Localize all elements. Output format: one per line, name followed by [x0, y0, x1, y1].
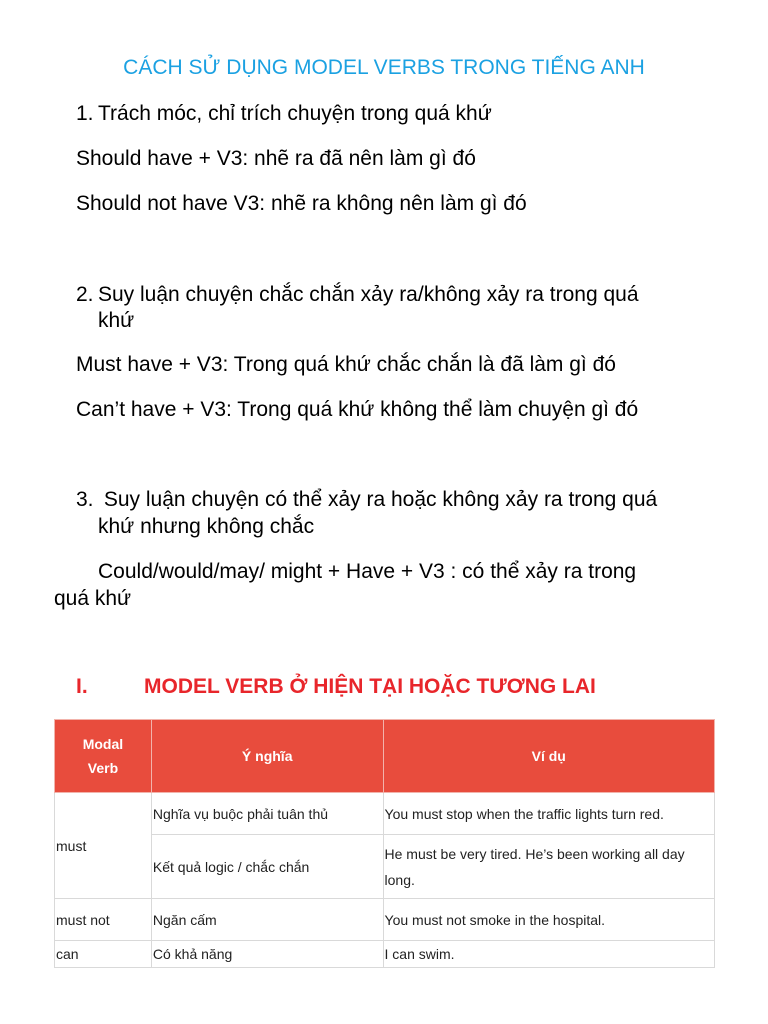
item-2-number: 2.: [76, 283, 94, 306]
modal-verb-table: [54, 719, 715, 968]
table-row: [55, 835, 715, 899]
example-cell: You must not smoke in the hospital.: [383, 899, 714, 941]
item-1-line-1: Should have + V3: nhẽ ra đã nên làm gì đó: [76, 147, 476, 170]
item-3-heading: [76, 487, 657, 513]
table-row: [55, 941, 715, 968]
meaning-cell: Có khả năng: [151, 941, 383, 968]
item-3-line-1: Could/would/may/ might + Have + V3 : có thể xảy ra trong: [98, 560, 637, 583]
item-1-heading-text: Trách móc, chỉ trích chuyện trong quá khứ: [98, 102, 492, 125]
item-2-heading-line-2: khứ: [98, 309, 135, 332]
item-3-heading-line-1: Suy luận chuyện có thể xảy ra hoặc không xảy ra trong quá: [98, 488, 658, 511]
header-modal-verb-line-1: Modal: [82, 736, 124, 752]
example-cell: I can swim.: [383, 941, 714, 968]
item-2-heading: [76, 282, 639, 308]
meaning-cell: Ngăn cấm: [151, 899, 383, 941]
item-2-line-1: Must have + V3: Trong quá khứ chắc chắn là đã làm gì đó: [76, 353, 616, 376]
section-heading: [76, 675, 596, 699]
item-3-heading-line-2: khứ nhưng không chắc: [98, 515, 315, 538]
item-1-line-2: Should not have V3: nhẽ ra không nên làm gì đó: [76, 192, 527, 215]
section-numeral: I.: [76, 675, 88, 698]
item-2-line-2: Can’t have + V3: Trong quá khứ không thể làm chuyện gì đó: [76, 398, 639, 421]
meaning-cell: Nghĩa vụ buộc phải tuân thủ: [151, 793, 383, 835]
example-cell: He must be very tired. He’s been working all day long.: [383, 835, 714, 899]
table-row: [55, 793, 715, 835]
page-title: CÁCH SỬ DỤNG MODEL VERBS TRONG TIẾNG ANH: [123, 56, 645, 79]
header-modal-verb-line-2: Verb: [87, 760, 119, 776]
verb-cell: must not: [55, 899, 152, 941]
item-3-number: 3.: [76, 488, 94, 511]
header-modal-verb: [55, 720, 152, 793]
item-1-heading: [76, 101, 492, 127]
header-meaning: Ý nghĩa: [151, 720, 383, 793]
header-example: Ví dụ: [383, 720, 714, 793]
section-heading-text: MODEL VERB Ở HIỆN TẠI HOẶC TƯƠNG LAI: [144, 675, 596, 698]
item-2-heading-line-1: Suy luận chuyện chắc chắn xảy ra/không xảy ra trong quá: [98, 283, 639, 306]
table-row: [55, 899, 715, 941]
item-3-line-2: quá khứ: [54, 587, 132, 610]
meaning-cell: Kết quả logic / chắc chắn: [151, 835, 383, 899]
example-cell: You must stop when the traffic lights turn red.: [383, 793, 714, 835]
table-header-row: [55, 720, 715, 793]
item-1-number: 1.: [76, 102, 94, 125]
verb-cell: must: [55, 793, 152, 899]
verb-cell: can: [55, 941, 152, 968]
